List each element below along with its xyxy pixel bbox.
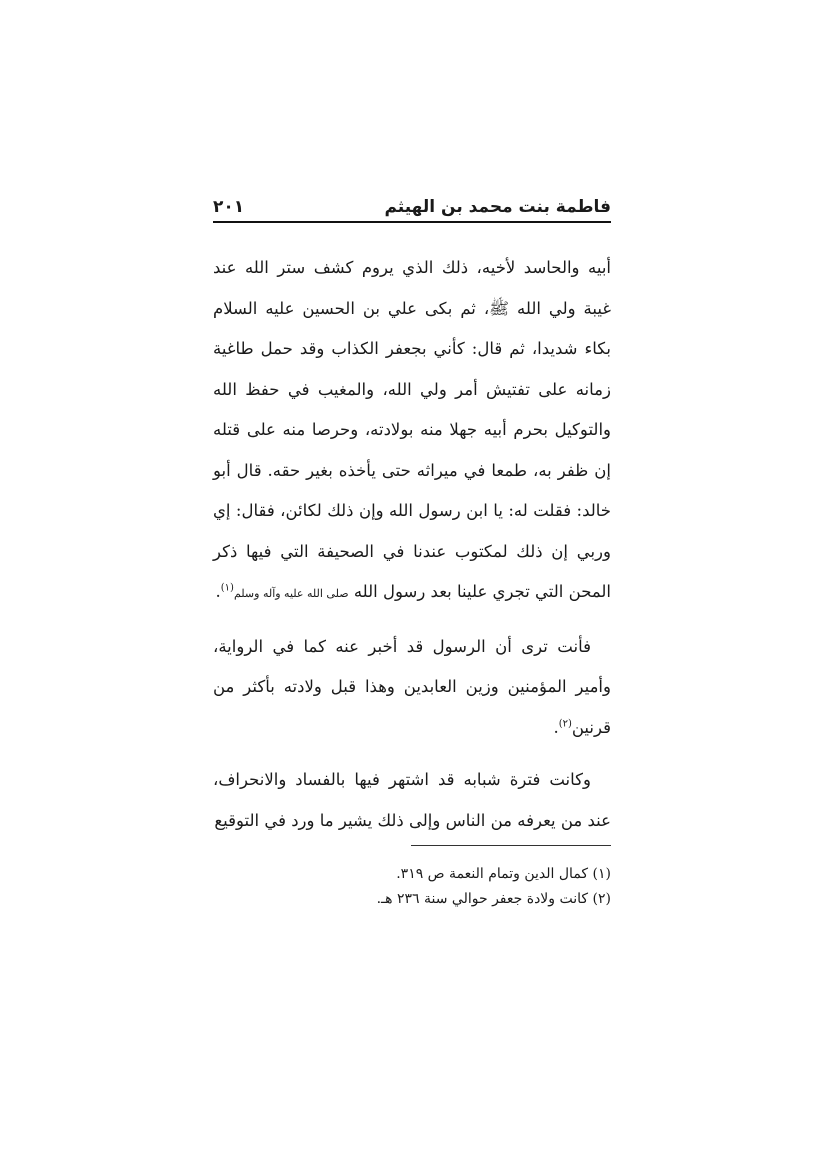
header-rule — [213, 221, 611, 223]
footnote-ref-1[interactable]: (١) — [220, 582, 234, 594]
paragraph-1-end: . — [215, 582, 221, 601]
honorific-mark: صلى الله عليه وآله وسلم — [233, 587, 349, 600]
running-title: فاطمة بنت محمد بن الهيثم — [384, 197, 611, 217]
paragraph-2-text: فأنت ترى أن الرسول قد أخبر عنه كما في الرواية، وأمير المؤمنين وزين العابدين وهذا قبل ولادته بأكثر من قرنين — [213, 636, 611, 737]
paragraph-1-text: أبيه والحاسد لأخيه، ذلك الذي يروم كشف ستر الله عند غيبة ولي الله ﷺ، ثم بكى علي بن الحسين عليه السلام بكاء شديدا، ثم قال: كأني بجعفر الكذاب وقد حمل طاغية زمانه على تفتيش أمر ولي الله، والمغيب في حفظ الله والتوكيل بحرم أبيه جهلا منه بولادته، وحرصا منه على قتله إن ظفر به، طمعا في ميراثه حتى يأخذه بغير حقه. قال أبو خالد: فقلت له: يا ابن رسول الله وإن ذلك لكائن، فقال: إي وربي إن ذلك لمكتوب عندنا في الصحيفة التي فيها ذكر المحن التي تجري علينا بعد رسول الله — [213, 258, 611, 601]
footnote-2: (٢) كانت ولادة جعفر حوالي سنة ٢٣٦ هـ. — [376, 891, 611, 907]
main-text — [213, 248, 611, 841]
paragraph-1 — [213, 248, 611, 615]
page-number: ٢٠١ — [213, 197, 245, 217]
paragraph-2-end: . — [553, 717, 559, 737]
page-header — [213, 196, 611, 220]
footnotes — [213, 862, 611, 912]
paragraph-3-text: وكانت فترة شبابه قد اشتهر فيها بالفساد والانحراف، عند من يعرفه من الناس وإلى ذلك يشير ما ورد في التوقيع — [213, 770, 611, 830]
paragraph-3 — [213, 760, 611, 841]
paragraph-2 — [213, 627, 611, 749]
footnote-ref-2[interactable]: (٢) — [558, 718, 572, 729]
footnote-separator — [411, 845, 611, 846]
footnote-1: (١) كمال الدين وتمام النعمة ص ٣١٩. — [396, 866, 611, 882]
